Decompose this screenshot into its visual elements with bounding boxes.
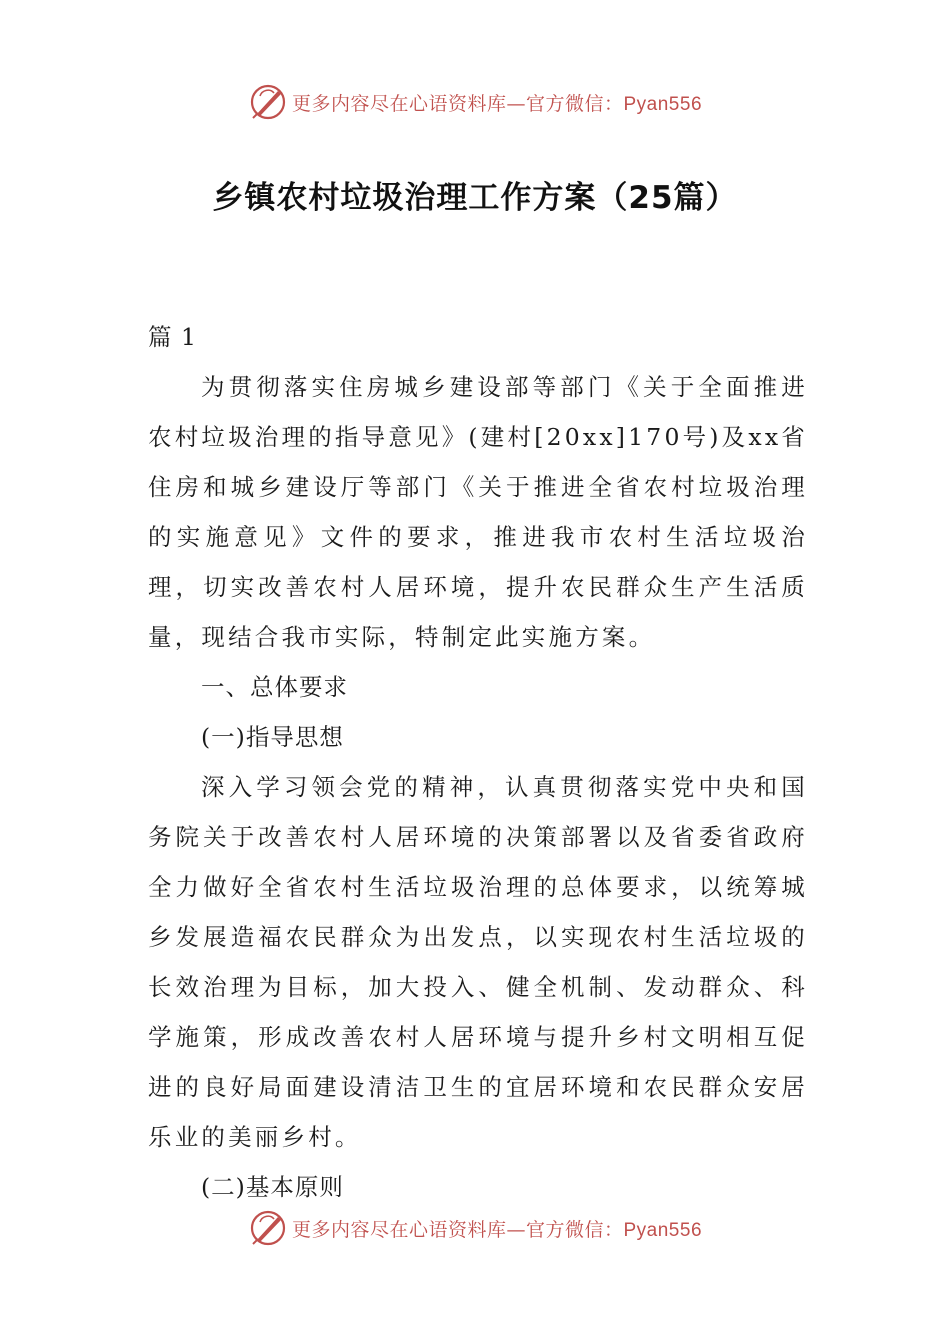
banner-text: 更多内容尽在心语资料库—官方微信：Pyan556 — [291, 92, 703, 115]
document-title: 乡镇农村垃圾治理工作方案（25篇） — [212, 180, 738, 216]
heading-guiding-ideology: (一)指导思想 — [201, 723, 344, 751]
quill-pen-icon — [248, 1208, 288, 1248]
paragraph-guiding-ideology: 深入学习领会党的精神，认真贯彻落实党中央和国务院关于改善农村人居环境的决策部署以及省委省政府全力做好全省农村生活垃圾治理的总体要求，以统筹城乡发展造福农民群众为出发点，以实现农村生活垃圾的长效治理为目标，加大投入、健全机制、发动群众、科学施策，形成改善农村人居环境与提升乡村文明相互促进的良好局面建设清洁卫生的宜居环境和农民群众安居乐业的美丽乡村。 — [148, 773, 808, 1151]
section-label: 篇 1 — [148, 323, 197, 351]
wechat-id: Pyan556 — [623, 1219, 703, 1241]
banner-text: 更多内容尽在心语资料库—官方微信：Pyan556 — [291, 1218, 703, 1241]
quill-pen-icon — [248, 82, 288, 122]
header-banner — [0, 80, 950, 124]
wechat-id: Pyan556 — [623, 93, 703, 115]
document-body — [148, 312, 808, 1212]
paragraph-intro: 为贯彻落实住房城乡建设部等部门《关于全面推进农村垃圾治理的指导意见》(建村[20xx]170号)及xx省住房和城乡建设厅等部门《关于推进全省农村垃圾治理的实施意见》文件的要求，推进我市农村生活垃圾治理，切实改善农村人居环境，提升农民群众生产生活质量，现结合我市实际，特制定此实施方案。 — [148, 373, 808, 651]
footer-banner — [0, 1206, 950, 1250]
heading-basic-principles: (二)基本原则 — [201, 1173, 344, 1201]
heading-general-requirements: 一、总体要求 — [201, 673, 348, 701]
